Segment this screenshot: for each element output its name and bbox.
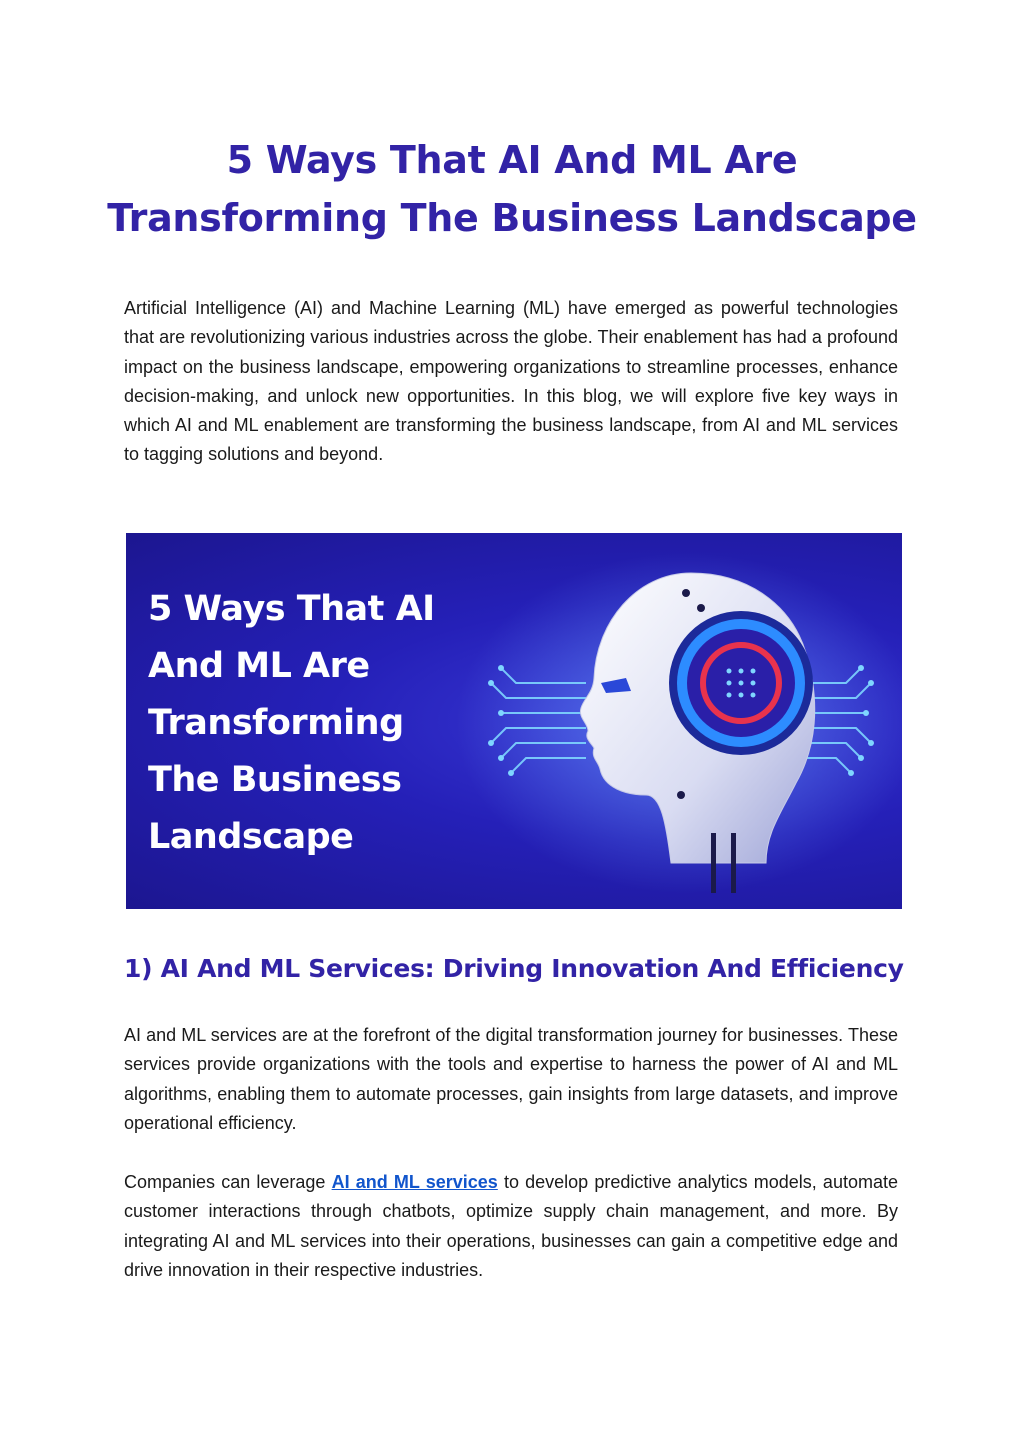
page-title: 5 Ways That AI And ML Are Transforming The Business Landscape (107, 138, 917, 240)
robot-head-icon (126, 533, 902, 909)
section-1-heading: 1) AI And ML Services: Driving Innovation And Efficiency (124, 954, 904, 983)
banner-title: 5 Ways That AI And ML Are Transforming The Business Landscape (148, 589, 435, 857)
ai-ml-services-link[interactable]: AI and ML services (331, 1172, 498, 1192)
paragraph-text-after-link: to develop predictive analytics models, automate customer interactions through chatbots, optimize supply chain management, and more. By integrating AI and ML services into their operations, businesses can gain a competitive edge and drive innovation in their respective industries. (124, 1172, 898, 1280)
section-1-paragraph-1: AI and ML services are at the forefront of the digital transformation journey for businesses. These services provide organizations with the tools and expertise to harness the power of AI and ML algorithms, enabling them to automate processes, gain insights from large datasets, and improve operational efficiency. (124, 1025, 898, 1133)
paragraph-text-before-link: Companies can leverage (124, 1172, 332, 1192)
hero-banner-image (126, 533, 902, 909)
intro-paragraph: Artificial Intelligence (AI) and Machine Learning (ML) have emerged as powerful technologies that are revolutionizing various industries across the globe. Their enablement has had a profound impact on the business landscape, empowering organizations to streamline processes, enhance decision-making, and unlock new opportunities. In this blog, we will explore five key ways in which AI and ML enablement are transforming the business landscape, from AI and ML services to tagging solutions and beyond. (124, 298, 898, 465)
section-1-paragraph-2 (124, 1168, 898, 1285)
